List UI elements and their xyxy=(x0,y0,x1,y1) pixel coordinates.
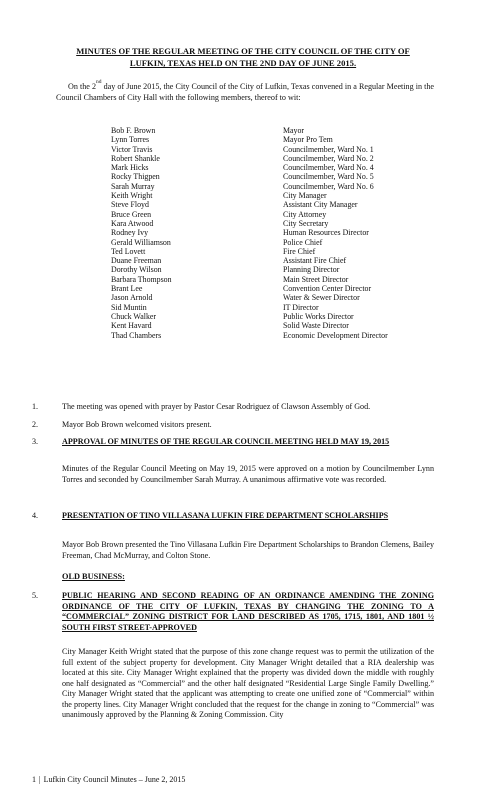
roster-title: Councilmember, Ward No. 2 xyxy=(283,153,374,163)
roster-row xyxy=(111,247,411,256)
intro-superscript: nd xyxy=(96,79,102,85)
roster-name: Victor Travis xyxy=(111,144,153,154)
title-line-2: LUFKIN, TEXAS HELD ON THE 2ND DAY OF JUNE 2015. xyxy=(129,58,357,68)
roster-title: Assistant City Manager xyxy=(283,200,358,210)
roster-title: Councilmember, Ward No. 5 xyxy=(283,172,374,182)
roster-title: City Attorney xyxy=(283,209,327,219)
item-number: 5. xyxy=(32,591,39,600)
roster-row xyxy=(111,265,411,274)
attendee-roster xyxy=(111,126,411,340)
roster-row xyxy=(111,284,411,293)
roster-name: Chuck Walker xyxy=(111,311,157,321)
roster-title: Main Street Director xyxy=(283,274,349,284)
roster-name: Steve Floyd xyxy=(111,200,149,210)
item-3-paragraph: Minutes of the Regular Council Meeting on May 19, 2015 were approved on a motion by Councilmember Lynn Torres and seconded by Councilmember Sarah Murray. A unanimous affirmative vote was recorded. xyxy=(62,464,434,484)
roster-title: City Manager xyxy=(283,191,327,201)
roster-row xyxy=(111,172,411,181)
item-heading: PRESENTATION OF TINO VILLASANA LUFKIN FIRE DEPARTMENT SCHOLARSHIPS xyxy=(62,511,389,520)
roster-title: Councilmember, Ward No. 4 xyxy=(283,163,374,173)
item-number: 1. xyxy=(32,402,39,411)
roster-row xyxy=(111,126,411,135)
roster-name: Keith Wright xyxy=(111,191,153,201)
roster-row xyxy=(111,200,411,209)
roster-name: Thad Chambers xyxy=(111,330,162,340)
roster-title: Convention Center Director xyxy=(283,284,372,294)
roster-title: Councilmember, Ward No. 6 xyxy=(283,181,374,191)
item-text: The meeting was opened with prayer by Pastor Cesar Rodriguez of Clawson Assembly of God. xyxy=(62,402,371,411)
item-5-paragraph: City Manager Keith Wright stated that the purpose of this zone change request was to permit the utilization of the full extent of the subject property for development. City Manager Wright detailed that a RIA dealership was located at this site. City Manager Wright explained that the property was divided down the middle with roughly one half designated as “Commercial” and the other half designated “Residential Large Single Family Dwelling.” City Manager Wright stated that the applicant was attempting to create one unified zone of “Commercial” within the property lines. City Manager Wright concluded that the request for the change in zoning to “Commercial” was unanimously approved by the Planning & Zoning Commission. City xyxy=(62,647,434,719)
roster-title: Councilmember, Ward No. 1 xyxy=(283,144,374,154)
roster-row xyxy=(111,256,411,265)
roster-title: City Secretary xyxy=(283,218,329,228)
roster-row xyxy=(111,238,411,247)
roster-title: Fire Chief xyxy=(283,246,316,256)
roster-name: Barbara Thompson xyxy=(111,274,172,284)
roster-name: Dorothy Wilson xyxy=(111,265,162,275)
roster-title: Solid Waste Director xyxy=(283,321,349,331)
roster-title: Public Works Director xyxy=(283,311,354,321)
roster-row xyxy=(111,145,411,154)
intro-prefix: On the 2 xyxy=(68,82,97,91)
roster-row xyxy=(111,321,411,330)
roster-name: Duane Freeman xyxy=(111,256,162,266)
roster-row xyxy=(111,219,411,228)
roster-name: Sid Muntin xyxy=(111,302,147,312)
roster-name: Robert Shankle xyxy=(111,153,160,163)
roster-row xyxy=(111,303,411,312)
roster-title: IT Director xyxy=(283,302,319,312)
item-heading: PUBLIC HEARING AND SECOND READING OF AN ORDINANCE AMENDING THE ZONING ORDINANCE OF THE CITY OF LUFKIN, TEXAS BY CHANGING THE ZONING TO A “COMMERCIAL” ZONING DISTRICT FOR LAND DESCRIBED AS 1705, 1715, 1801, AND 1801 ½ SOUTH FIRST STREET-APPROVED xyxy=(62,591,434,632)
roster-title: Economic Development Director xyxy=(283,330,388,340)
roster-row xyxy=(111,182,411,191)
roster-row xyxy=(111,275,411,284)
roster-title: Water & Sewer Director xyxy=(283,293,360,303)
roster-name: Rocky Thigpen xyxy=(111,172,160,182)
intro-paragraph xyxy=(56,79,435,103)
roster-row xyxy=(111,331,411,340)
roster-title: Assistant Fire Chief xyxy=(283,256,347,266)
roster-name: Kara Atwood xyxy=(111,218,154,228)
intro-rest: day of June 2015, the City Council of the City of Lufkin, Texas convened in a Regular Meeting in the Council Chambers of City Hall with the following members, thereof to wit: xyxy=(56,82,435,102)
roster-row xyxy=(111,210,411,219)
roster-title: Mayor Pro Tem xyxy=(283,135,333,145)
item-heading: APPROVAL OF MINUTES OF THE REGULAR COUNCIL MEETING HELD MAY 19, 2015 xyxy=(62,437,390,446)
roster-title: Mayor xyxy=(283,126,305,135)
roster-row xyxy=(111,293,411,302)
item-4-paragraph: Mayor Bob Brown presented the Tino Villasana Lufkin Fire Department Scholarships to Brandon Clemens, Bailey Freeman, Chad McMurray, and Colton Stone. xyxy=(62,540,434,560)
roster-name: Rodney Ivy xyxy=(111,228,149,238)
page-footer xyxy=(32,775,432,785)
footer-page-number: 1 xyxy=(32,775,36,784)
roster-name: Mark Hicks xyxy=(111,163,149,173)
roster-row xyxy=(111,228,411,237)
item-number: 4. xyxy=(32,511,39,520)
roster-row xyxy=(111,163,411,172)
title-line-1: MINUTES OF THE REGULAR MEETING OF THE CITY COUNCIL OF THE CITY OF xyxy=(76,46,410,56)
roster-name: Lynn Torres xyxy=(111,135,150,145)
roster-row xyxy=(111,154,411,163)
roster-row xyxy=(111,312,411,321)
roster-name: Kent Havard xyxy=(111,321,152,331)
roster-name: Sarah Murray xyxy=(111,181,155,191)
roster-row xyxy=(111,191,411,200)
roster-name: Bob F. Brown xyxy=(111,126,156,135)
old-business-heading: OLD BUSINESS: xyxy=(62,572,125,581)
document-title xyxy=(40,45,446,69)
roster-name: Gerald Williamson xyxy=(111,237,171,247)
roster-title: Planning Director xyxy=(283,265,340,275)
footer-text: Lufkin City Council Minutes – June 2, 2015 xyxy=(43,775,186,784)
roster-title: Human Resources Director xyxy=(283,228,369,238)
roster-name: Bruce Green xyxy=(111,209,152,219)
roster-name: Jason Arnold xyxy=(111,293,153,303)
item-text: Mayor Bob Brown welcomed visitors present. xyxy=(62,420,212,429)
item-number: 3. xyxy=(32,437,39,446)
roster-name: Ted Lovett xyxy=(111,246,146,256)
roster-title: Police Chief xyxy=(283,237,323,247)
roster-row xyxy=(111,135,411,144)
footer-divider: | xyxy=(39,775,41,784)
roster-name: Brant Lee xyxy=(111,284,143,294)
item-number: 2. xyxy=(32,420,39,429)
